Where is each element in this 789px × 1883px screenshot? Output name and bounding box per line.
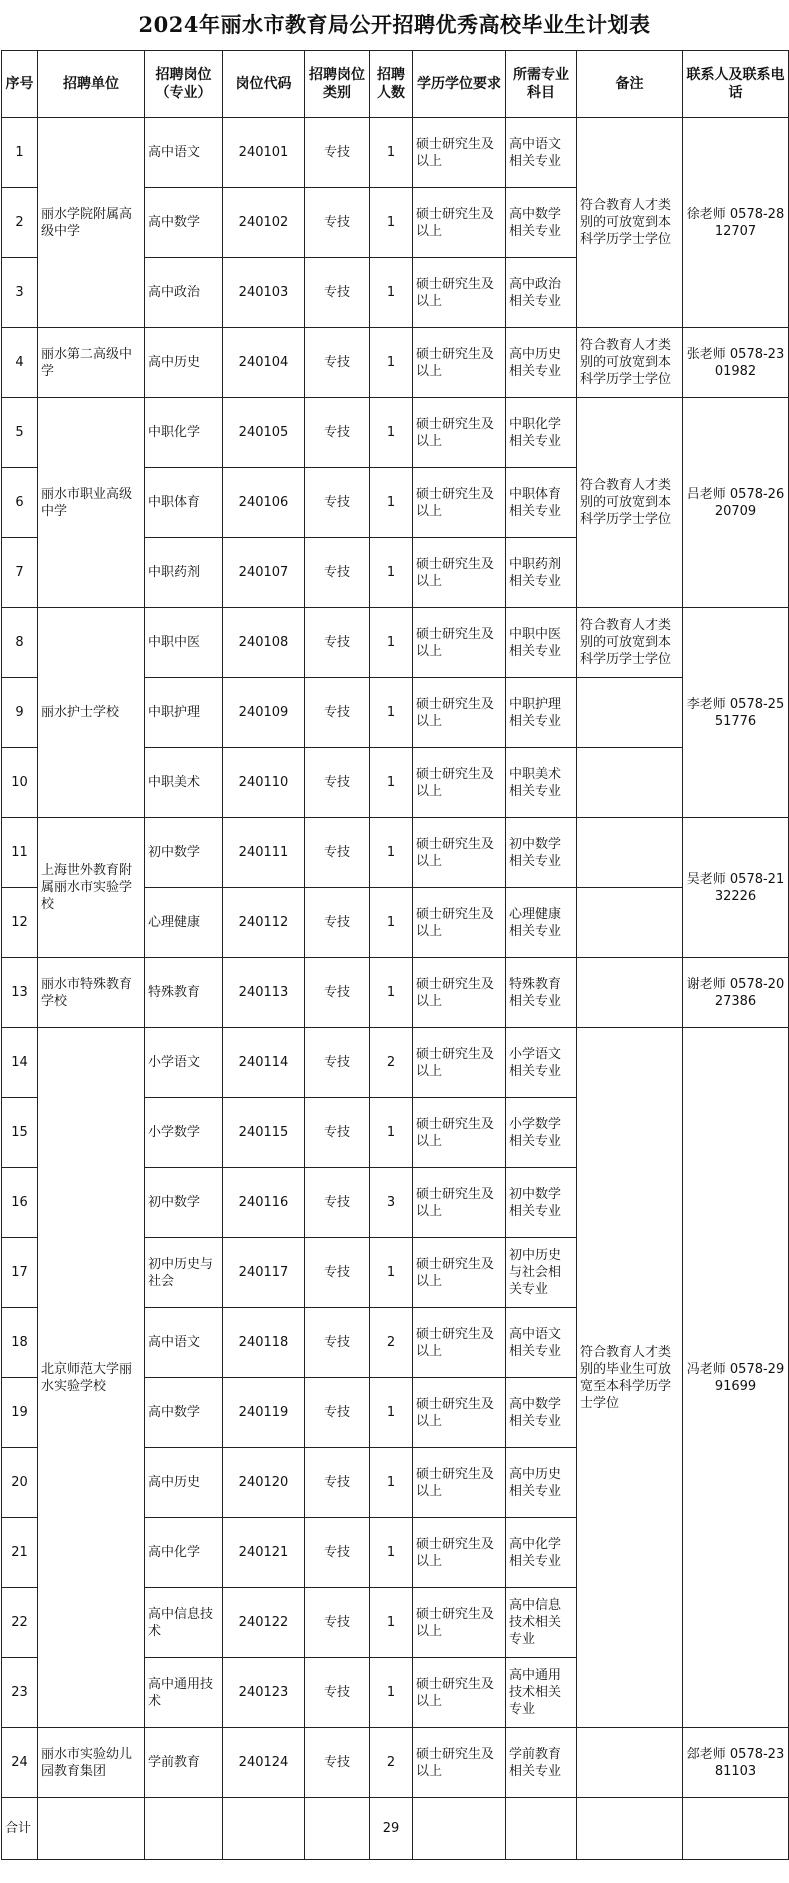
cell-category: 专技 — [305, 1728, 370, 1798]
cell-remark: 符合教育人才类别的可放宽到本科学历学士学位 — [577, 608, 683, 678]
cell-remark-empty — [577, 1798, 683, 1860]
cell-remark: 符合教育人才类别的可放宽到本科学历学士学位 — [577, 398, 683, 608]
cell-degree-empty — [413, 1798, 506, 1860]
cell-contact: 徐老师 0578-2812707 — [683, 118, 789, 328]
cell-category: 专技 — [305, 958, 370, 1028]
cell-post: 学前教育 — [145, 1728, 223, 1798]
cell-degree: 硕士研究生及以上 — [413, 328, 506, 398]
cell-code: 240106 — [223, 468, 305, 538]
cell-post: 特殊教育 — [145, 958, 223, 1028]
cell-seq: 2 — [2, 188, 38, 258]
cell-category-empty — [305, 1798, 370, 1860]
table-row — [2, 958, 789, 1028]
cell-category: 专技 — [305, 258, 370, 328]
cell-count: 1 — [370, 748, 413, 818]
cell-degree: 硕士研究生及以上 — [413, 1168, 506, 1238]
cell-count: 1 — [370, 328, 413, 398]
cell-count: 1 — [370, 1378, 413, 1448]
cell-seq: 1 — [2, 118, 38, 188]
cell-count: 1 — [370, 958, 413, 1028]
cell-post: 初中数学 — [145, 1168, 223, 1238]
cell-major: 高中数学相关专业 — [506, 1378, 577, 1448]
cell-post: 心理健康 — [145, 888, 223, 958]
document-title: 2024年丽水市教育局公开招聘优秀高校毕业生计划表 — [138, 12, 651, 37]
cell-major: 高中历史相关专业 — [506, 1448, 577, 1518]
cell-post: 高中语文 — [145, 1308, 223, 1378]
cell-count: 1 — [370, 888, 413, 958]
table-header-row — [2, 51, 789, 118]
cell-major: 中职体育相关专业 — [506, 468, 577, 538]
cell-contact: 冯老师 0578-2991699 — [683, 1028, 789, 1728]
cell-count: 1 — [370, 1098, 413, 1168]
cell-degree: 硕士研究生及以上 — [413, 1518, 506, 1588]
cell-seq: 3 — [2, 258, 38, 328]
cell-major: 学前教育相关专业 — [506, 1728, 577, 1798]
cell-category: 专技 — [305, 748, 370, 818]
cell-degree: 硕士研究生及以上 — [413, 1588, 506, 1658]
cell-post: 中职中医 — [145, 608, 223, 678]
cell-code-empty — [223, 1798, 305, 1860]
cell-seq: 21 — [2, 1518, 38, 1588]
cell-category: 专技 — [305, 678, 370, 748]
cell-unit: 丽水市特殊教育学校 — [38, 958, 145, 1028]
header-unit: 招聘单位 — [38, 51, 145, 118]
cell-contact: 吕老师 0578-2620709 — [683, 398, 789, 608]
cell-unit-empty — [38, 1798, 145, 1860]
cell-major: 中职药剂相关专业 — [506, 538, 577, 608]
cell-seq: 13 — [2, 958, 38, 1028]
cell-seq: 22 — [2, 1588, 38, 1658]
cell-remark: 符合教育人才类别的可放宽到本科学历学士学位 — [577, 118, 683, 328]
cell-major: 中职化学相关专业 — [506, 398, 577, 468]
cell-code: 240119 — [223, 1378, 305, 1448]
cell-major: 特殊教育相关专业 — [506, 958, 577, 1028]
total-label: 合计 — [2, 1798, 38, 1860]
cell-count: 1 — [370, 1448, 413, 1518]
cell-major: 中职中医相关专业 — [506, 608, 577, 678]
cell-count: 1 — [370, 468, 413, 538]
cell-post: 初中数学 — [145, 818, 223, 888]
cell-code: 240112 — [223, 888, 305, 958]
header-code: 岗位代码 — [223, 51, 305, 118]
cell-seq: 14 — [2, 1028, 38, 1098]
cell-category: 专技 — [305, 468, 370, 538]
cell-category: 专技 — [305, 1658, 370, 1728]
cell-degree: 硕士研究生及以上 — [413, 818, 506, 888]
cell-remark — [577, 818, 683, 888]
cell-code: 240117 — [223, 1238, 305, 1308]
cell-major: 中职护理相关专业 — [506, 678, 577, 748]
cell-remark — [577, 678, 683, 748]
total-count: 29 — [370, 1798, 413, 1860]
cell-count: 1 — [370, 818, 413, 888]
table-row — [2, 608, 789, 678]
cell-post: 高中通用技术 — [145, 1658, 223, 1728]
cell-code: 240115 — [223, 1098, 305, 1168]
cell-degree: 硕士研究生及以上 — [413, 118, 506, 188]
header-major: 所需专业科目 — [506, 51, 577, 118]
cell-category: 专技 — [305, 1098, 370, 1168]
cell-post-empty — [145, 1798, 223, 1860]
cell-seq: 23 — [2, 1658, 38, 1728]
cell-post: 高中数学 — [145, 1378, 223, 1448]
cell-major: 初中数学相关专业 — [506, 1168, 577, 1238]
header-degree: 学历学位要求 — [413, 51, 506, 118]
cell-seq: 10 — [2, 748, 38, 818]
cell-major: 初中历史与社会相关专业 — [506, 1238, 577, 1308]
cell-seq: 8 — [2, 608, 38, 678]
cell-category: 专技 — [305, 398, 370, 468]
cell-count: 1 — [370, 118, 413, 188]
cell-contact: 吴老师 0578-2132226 — [683, 818, 789, 958]
cell-degree: 硕士研究生及以上 — [413, 1728, 506, 1798]
cell-post: 高中政治 — [145, 258, 223, 328]
cell-degree: 硕士研究生及以上 — [413, 468, 506, 538]
cell-degree: 硕士研究生及以上 — [413, 188, 506, 258]
table-row — [2, 398, 789, 468]
cell-category: 专技 — [305, 1238, 370, 1308]
cell-unit: 丽水市职业高级中学 — [38, 398, 145, 608]
cell-unit: 北京师范大学丽水实验学校 — [38, 1028, 145, 1728]
cell-major: 小学语文相关专业 — [506, 1028, 577, 1098]
table-row — [2, 1028, 789, 1098]
cell-contact: 张老师 0578-2301982 — [683, 328, 789, 398]
cell-seq: 11 — [2, 818, 38, 888]
cell-count: 2 — [370, 1308, 413, 1378]
table-row — [2, 328, 789, 398]
cell-remark — [577, 958, 683, 1028]
header-count: 招聘人数 — [370, 51, 413, 118]
cell-seq: 18 — [2, 1308, 38, 1378]
cell-code: 240121 — [223, 1518, 305, 1588]
cell-category: 专技 — [305, 538, 370, 608]
cell-contact: 谢老师 0578-2027386 — [683, 958, 789, 1028]
cell-degree: 硕士研究生及以上 — [413, 1448, 506, 1518]
cell-post: 高中信息技术 — [145, 1588, 223, 1658]
cell-count: 2 — [370, 1028, 413, 1098]
cell-code: 240123 — [223, 1658, 305, 1728]
cell-degree: 硕士研究生及以上 — [413, 538, 506, 608]
cell-degree: 硕士研究生及以上 — [413, 888, 506, 958]
cell-unit: 上海世外教育附属丽水市实验学校 — [38, 818, 145, 958]
cell-degree: 硕士研究生及以上 — [413, 748, 506, 818]
cell-unit: 丽水学院附属高级中学 — [38, 118, 145, 328]
cell-count: 1 — [370, 398, 413, 468]
cell-remark — [577, 888, 683, 958]
cell-code: 240101 — [223, 118, 305, 188]
cell-count: 1 — [370, 1518, 413, 1588]
cell-count: 1 — [370, 1588, 413, 1658]
cell-code: 240113 — [223, 958, 305, 1028]
cell-degree: 硕士研究生及以上 — [413, 1098, 506, 1168]
cell-category: 专技 — [305, 1448, 370, 1518]
cell-degree: 硕士研究生及以上 — [413, 1658, 506, 1728]
cell-code: 240107 — [223, 538, 305, 608]
cell-code: 240110 — [223, 748, 305, 818]
cell-remark: 符合教育人才类别的可放宽到本科学历学士学位 — [577, 328, 683, 398]
cell-major: 心理健康相关专业 — [506, 888, 577, 958]
cell-post: 中职体育 — [145, 468, 223, 538]
cell-code: 240124 — [223, 1728, 305, 1798]
cell-post: 中职化学 — [145, 398, 223, 468]
cell-count: 1 — [370, 1658, 413, 1728]
cell-category: 专技 — [305, 188, 370, 258]
cell-post: 高中数学 — [145, 188, 223, 258]
cell-category: 专技 — [305, 888, 370, 958]
cell-degree: 硕士研究生及以上 — [413, 608, 506, 678]
table-row — [2, 818, 789, 888]
cell-major: 高中化学相关专业 — [506, 1518, 577, 1588]
cell-unit: 丽水护士学校 — [38, 608, 145, 818]
cell-seq: 7 — [2, 538, 38, 608]
cell-code: 240116 — [223, 1168, 305, 1238]
cell-unit: 丽水市实验幼儿园教育集团 — [38, 1728, 145, 1798]
cell-count: 1 — [370, 678, 413, 748]
cell-post: 中职美术 — [145, 748, 223, 818]
cell-category: 专技 — [305, 1028, 370, 1098]
cell-seq: 12 — [2, 888, 38, 958]
cell-seq: 4 — [2, 328, 38, 398]
cell-category: 专技 — [305, 1378, 370, 1448]
cell-count: 3 — [370, 1168, 413, 1238]
cell-remark: 符合教育人才类别的毕业生可放宽至本科学历学士学位 — [577, 1028, 683, 1728]
cell-seq: 17 — [2, 1238, 38, 1308]
recruitment-plan-table — [1, 50, 789, 1860]
cell-post: 高中化学 — [145, 1518, 223, 1588]
cell-category: 专技 — [305, 1168, 370, 1238]
cell-major: 初中数学相关专业 — [506, 818, 577, 888]
cell-contact: 郐老师 0578-2381103 — [683, 1728, 789, 1798]
cell-code: 240102 — [223, 188, 305, 258]
cell-code: 240111 — [223, 818, 305, 888]
cell-remark — [577, 748, 683, 818]
cell-degree: 硕士研究生及以上 — [413, 1378, 506, 1448]
cell-category: 专技 — [305, 118, 370, 188]
cell-code: 240104 — [223, 328, 305, 398]
cell-category: 专技 — [305, 608, 370, 678]
cell-code: 240103 — [223, 258, 305, 328]
cell-major: 高中政治相关专业 — [506, 258, 577, 328]
cell-degree: 硕士研究生及以上 — [413, 1308, 506, 1378]
header-seq: 序号 — [2, 51, 38, 118]
cell-seq: 6 — [2, 468, 38, 538]
cell-category: 专技 — [305, 1308, 370, 1378]
cell-seq: 24 — [2, 1728, 38, 1798]
cell-count: 1 — [370, 538, 413, 608]
cell-degree: 硕士研究生及以上 — [413, 1028, 506, 1098]
cell-post: 高中历史 — [145, 1448, 223, 1518]
cell-code: 240109 — [223, 678, 305, 748]
cell-count: 1 — [370, 608, 413, 678]
cell-count: 1 — [370, 1238, 413, 1308]
cell-seq: 5 — [2, 398, 38, 468]
cell-post: 中职护理 — [145, 678, 223, 748]
cell-degree: 硕士研究生及以上 — [413, 678, 506, 748]
cell-post: 高中历史 — [145, 328, 223, 398]
cell-degree: 硕士研究生及以上 — [413, 398, 506, 468]
header-category: 招聘岗位类别 — [305, 51, 370, 118]
cell-unit: 丽水第二高级中学 — [38, 328, 145, 398]
cell-major: 高中语文相关专业 — [506, 1308, 577, 1378]
cell-post: 小学数学 — [145, 1098, 223, 1168]
cell-seq: 20 — [2, 1448, 38, 1518]
cell-contact-empty — [683, 1798, 789, 1860]
cell-major-empty — [506, 1798, 577, 1860]
cell-code: 240122 — [223, 1588, 305, 1658]
cell-category: 专技 — [305, 1518, 370, 1588]
cell-seq: 9 — [2, 678, 38, 748]
cell-post: 小学语文 — [145, 1028, 223, 1098]
cell-category: 专技 — [305, 328, 370, 398]
cell-major: 高中历史相关专业 — [506, 328, 577, 398]
cell-category: 专技 — [305, 1588, 370, 1658]
cell-count: 1 — [370, 188, 413, 258]
header-remark: 备注 — [577, 51, 683, 118]
cell-degree: 硕士研究生及以上 — [413, 1238, 506, 1308]
cell-major: 高中通用技术相关专业 — [506, 1658, 577, 1728]
cell-post: 中职药剂 — [145, 538, 223, 608]
cell-category: 专技 — [305, 818, 370, 888]
cell-remark — [577, 1728, 683, 1798]
table-row — [2, 118, 789, 188]
cell-code: 240120 — [223, 1448, 305, 1518]
header-post: 招聘岗位（专业） — [145, 51, 223, 118]
cell-degree: 硕士研究生及以上 — [413, 958, 506, 1028]
cell-major: 高中数学相关专业 — [506, 188, 577, 258]
cell-code: 240108 — [223, 608, 305, 678]
cell-code: 240105 — [223, 398, 305, 468]
cell-post: 高中语文 — [145, 118, 223, 188]
cell-degree: 硕士研究生及以上 — [413, 258, 506, 328]
cell-seq: 15 — [2, 1098, 38, 1168]
cell-major: 高中信息技术相关专业 — [506, 1588, 577, 1658]
cell-major: 高中语文相关专业 — [506, 118, 577, 188]
header-contact: 联系人及联系电话 — [683, 51, 789, 118]
cell-count: 1 — [370, 258, 413, 328]
table-row — [2, 1728, 789, 1798]
total-row — [2, 1798, 789, 1860]
cell-count: 2 — [370, 1728, 413, 1798]
cell-seq: 16 — [2, 1168, 38, 1238]
cell-code: 240114 — [223, 1028, 305, 1098]
cell-seq: 19 — [2, 1378, 38, 1448]
cell-major: 中职美术相关专业 — [506, 748, 577, 818]
cell-post: 初中历史与社会 — [145, 1238, 223, 1308]
cell-code: 240118 — [223, 1308, 305, 1378]
cell-contact: 李老师 0578-2551776 — [683, 608, 789, 818]
cell-major: 小学数学相关专业 — [506, 1098, 577, 1168]
